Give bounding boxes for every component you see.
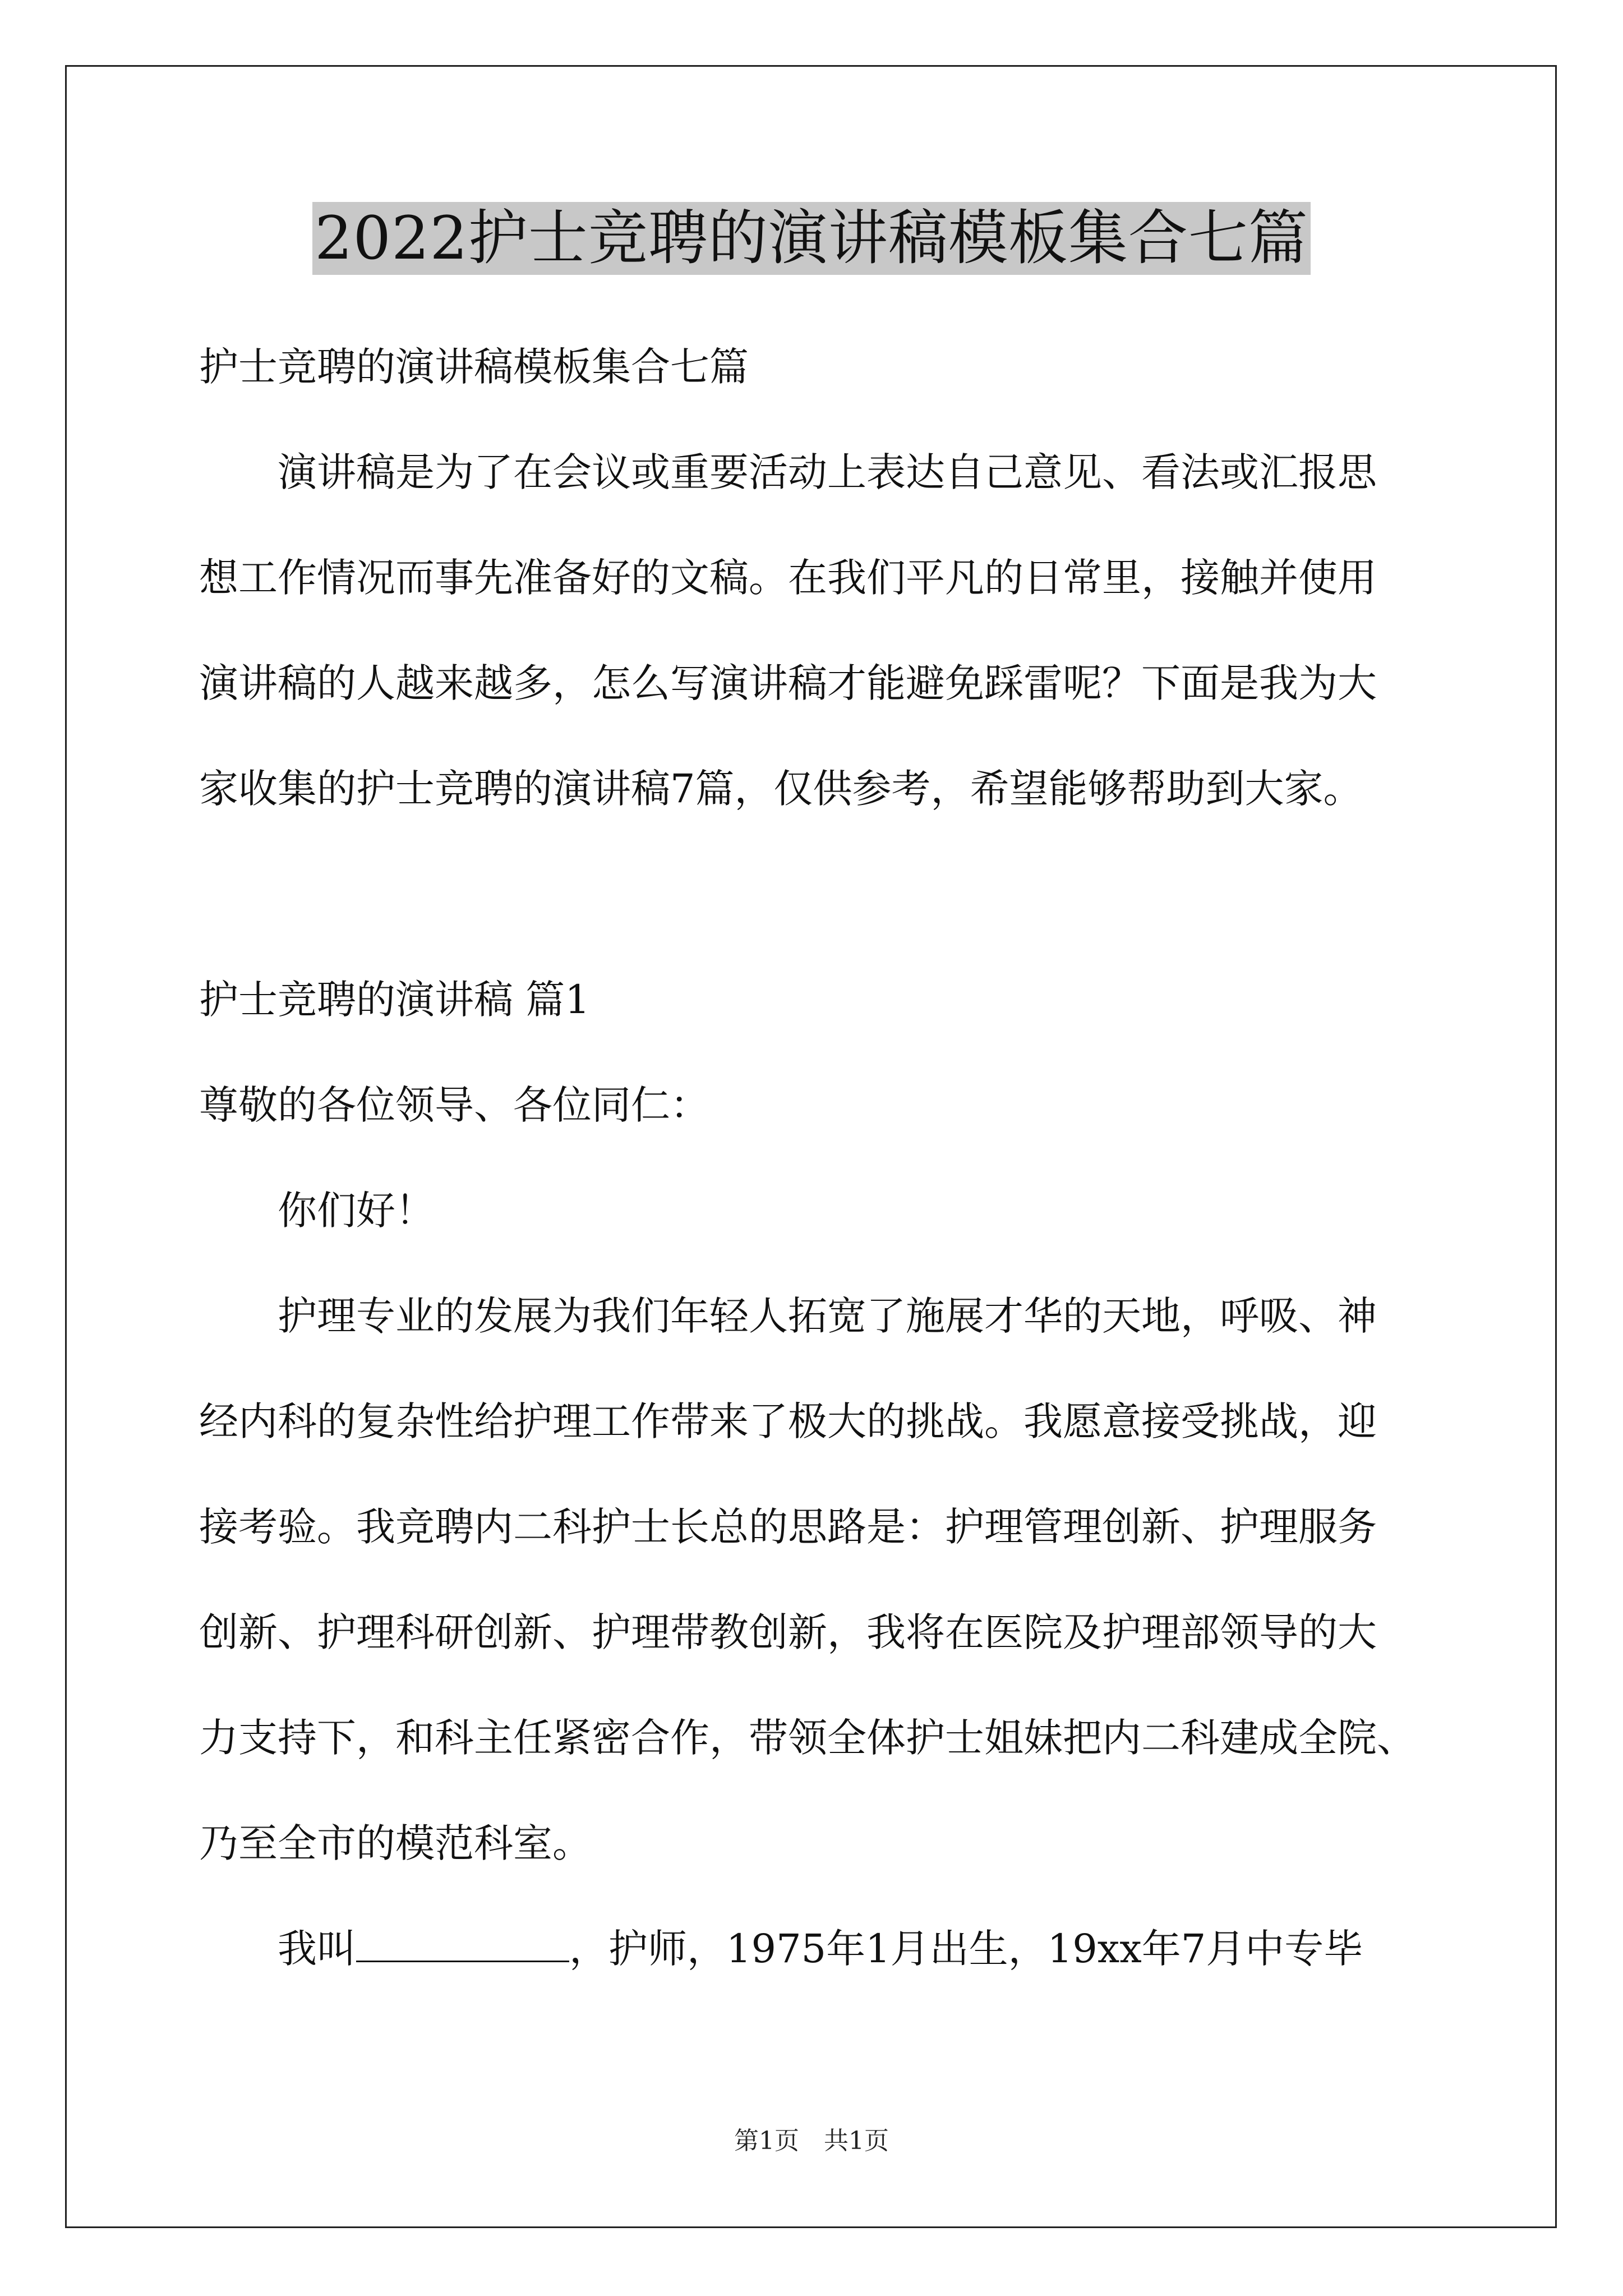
document-title: 2022护士竞聘的演讲稿模板集合七篇: [312, 202, 1311, 275]
body-line-4: 创新、护理科研创新、护理带教创新，我将在医院及护理部领导的大: [199, 1609, 1377, 1655]
body-line-5: 力支持下，和科主任紧密合作，带领全体护士姐妹把内二科建成全院、: [199, 1715, 1416, 1761]
intro-line-3: 演讲稿的人越来越多，怎么写演讲稿才能避免踩雷呢？下面是我为大: [199, 660, 1377, 706]
title-wrap: [0, 202, 1623, 275]
spacer: [199, 841, 1433, 947]
intro-line-1: 演讲稿是为了在会议或重要活动上表达自己意见、看法或汇报思: [278, 449, 1377, 495]
name-line: [199, 1896, 1433, 2001]
body-line-6: 乃至全市的模范科室。: [199, 1820, 592, 1866]
page-footer: 第1页 共1页: [734, 2127, 889, 2155]
document-subtitle: 护士竞聘的演讲稿模板集合七篇: [199, 344, 749, 390]
body-line-3: 接考验。我竞聘内二科护士长总的思路是：护理管理创新、护理服务: [199, 1504, 1377, 1550]
body-line-1: 护理专业的发展为我们年轻人拓宽了施展才华的天地，呼吸、神: [278, 1293, 1377, 1339]
greeting: 你们好！: [278, 1188, 435, 1234]
intro-line-2: 想工作情况而事先准备好的文稿。在我们平凡的日常里，接触并使用: [199, 555, 1377, 601]
document-body: [199, 314, 1433, 2001]
name-line-prefix: 我叫: [278, 1926, 356, 1972]
intro-line-4: 家收集的护士竞聘的演讲稿7篇，仅供参考，希望能够帮助到大家。: [199, 766, 1363, 812]
name-line-suffix: ，护师，1975年1月出生，19xx年7月中专毕: [569, 1926, 1363, 1972]
section-heading: 护士竞聘的演讲稿 篇1: [199, 977, 590, 1023]
body-line-2: 经内科的复杂性给护理工作带来了极大的挑战。我愿意接受挑战，迎: [199, 1398, 1377, 1444]
name-blank: [356, 1927, 569, 1962]
salutation: 尊敬的各位领导、各位同仁：: [199, 1082, 709, 1128]
